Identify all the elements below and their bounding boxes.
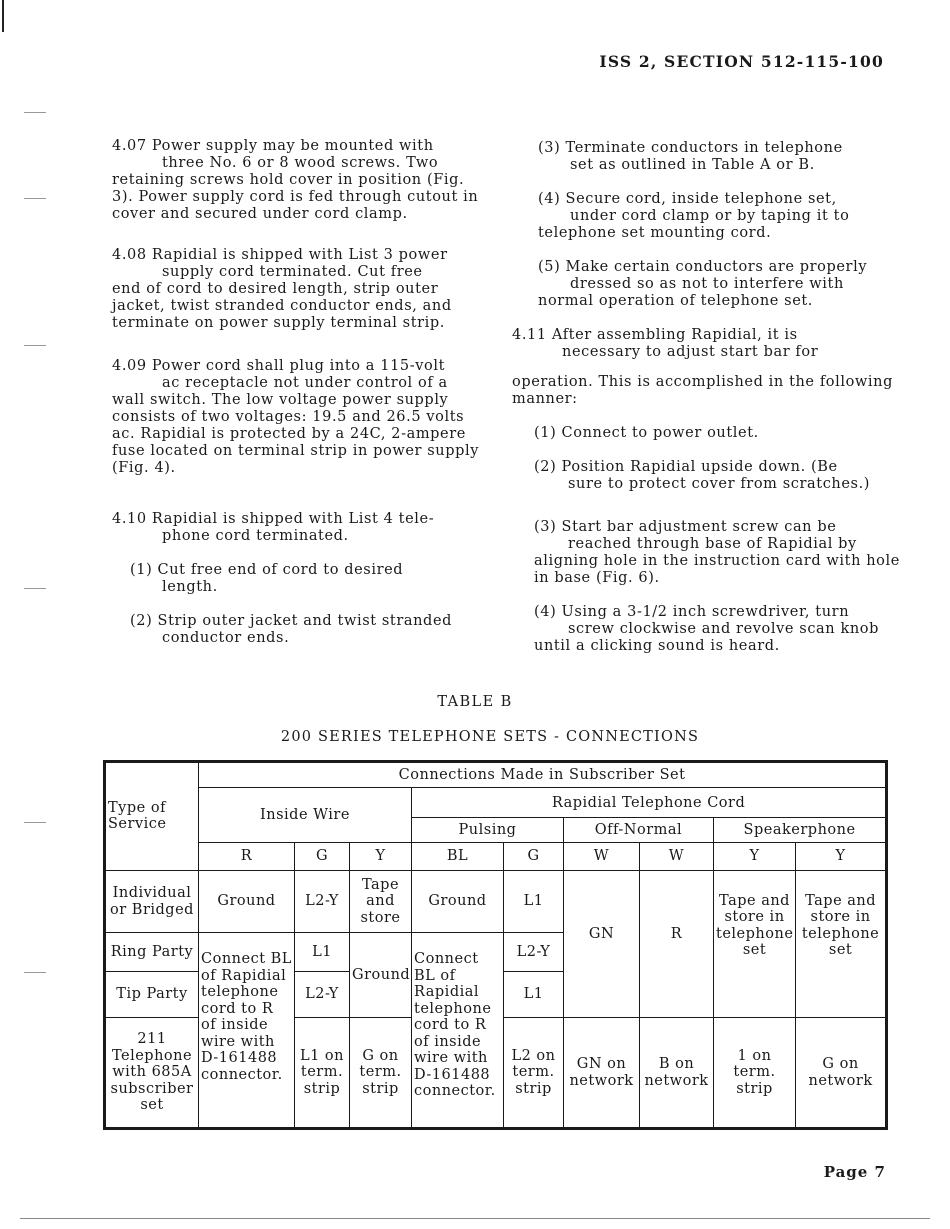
bottom-rule	[20, 1218, 930, 1219]
service-ring-party: Ring Party	[105, 933, 199, 971]
service-tip-party: Tip Party	[105, 971, 199, 1017]
step-lead: (3) Start bar adjustment screw can be	[534, 519, 837, 535]
step-body: telephone set mounting cord.	[538, 225, 772, 241]
step-continuation: conductor ends.	[162, 630, 290, 646]
step-continuation: reached through base of Rapidial by	[568, 536, 857, 552]
cell-g: L2-Y	[295, 870, 350, 933]
step-body: until a clicking sound is heard.	[534, 638, 780, 654]
step-5	[512, 259, 912, 310]
paragraph-lead: 4.08 Rapidial is shipped with List 3 power	[112, 247, 448, 263]
step-lead: (4) Secure cord, inside telephone set,	[538, 191, 837, 207]
col-header-w: W	[564, 842, 640, 870]
cell-w-off-normal: GN	[564, 870, 640, 1017]
cell-bl-connect: Connect BL of Rapidial telephone cord to R of inside wire with D-161488 connector.	[412, 933, 504, 1129]
inside-wire-header: Inside Wire	[199, 788, 412, 842]
step-continuation: length.	[162, 579, 218, 595]
adjust-step-1	[512, 425, 912, 442]
step-3	[512, 140, 912, 174]
cell-y-speaker: G on network	[796, 1018, 887, 1129]
margin-mark	[24, 972, 46, 975]
col-header-w: W	[640, 842, 714, 870]
paragraph-hang: phone cord terminated.	[162, 528, 349, 544]
cell-y: G on term. strip	[350, 1018, 412, 1129]
paragraph-body: operation. This is accomplished in the following manner:	[512, 374, 893, 407]
col-header-bl: BL	[412, 842, 504, 870]
step-continuation: set as outlined in Table A or B.	[570, 157, 815, 173]
step-lead: (2) Position Rapidial upside down. (Be	[534, 459, 838, 475]
rapidial-cord-header: Rapidial Telephone Cord	[412, 788, 887, 818]
adjust-step-4	[512, 604, 912, 655]
cell-bl: Ground	[412, 870, 504, 933]
paragraph-lead: 4.09 Power cord shall plug into a 115-volt	[112, 358, 446, 374]
paragraph-4-09	[112, 358, 487, 477]
step-1	[112, 562, 487, 596]
cell-y-speaker: Tape and store in telephone set	[714, 870, 796, 1017]
table-subtitle: 200 SERIES TELEPHONE SETS - CONNECTIONS	[280, 729, 700, 745]
service-211-telephone: 211 Telephone with 685A subscriber set	[105, 1018, 199, 1129]
paragraph-4-10	[112, 511, 487, 545]
page-number: Page 7	[823, 1163, 886, 1181]
cell-w-off-normal: B on network	[640, 1018, 714, 1129]
right-column	[512, 140, 912, 672]
col-header-g: G	[504, 842, 564, 870]
connections-made-header: Connections Made in Subscriber Set	[199, 762, 887, 788]
cell-y-speaker: Tape and store in telephone set	[796, 870, 887, 1017]
service-individual: Individual or Bridged	[105, 870, 199, 933]
cell-y: Tape and store	[350, 870, 412, 933]
type-of-service-header: Type of Service	[105, 762, 199, 871]
margin-mark	[24, 345, 46, 348]
step-lead: (2) Strip outer jacket and twist stranded	[130, 613, 453, 629]
paragraph-body: wall switch. The low voltage power supply consists of two voltages: 19.5 and 26.5 volts ac. Rapidial is protected by a 24C, 2-ampere fuse located on terminal strip in power supply (Fig. 4).	[112, 392, 480, 476]
speakerphone-header: Speakerphone	[714, 818, 887, 842]
adjust-step-2	[512, 459, 912, 493]
margin-mark	[24, 198, 46, 201]
paragraph-4-11	[512, 327, 912, 408]
step-body: aligning hole in the instruction card with hole in base (Fig. 6).	[534, 553, 900, 586]
table-title: TABLE B	[437, 694, 513, 710]
cell-y-ground: Ground	[350, 933, 412, 1018]
connections-table	[103, 760, 888, 1130]
step-body: normal operation of telephone set.	[538, 293, 814, 309]
paragraph-4-08	[112, 247, 487, 332]
cell-g: L1	[295, 933, 350, 971]
paragraph-lead: 4.07 Power supply may be mounted with	[112, 138, 434, 154]
paragraph-hang: ac receptacle not under control of a	[162, 375, 448, 391]
paragraph-lead: 4.10 Rapidial is shipped with List 4 tele-	[112, 511, 435, 527]
cell-y-speaker: 1 on term. strip	[714, 1018, 796, 1129]
paragraph-body: retaining screws hold cover in position (Fig. 3). Power supply cord is fed through cutout in cover and secured under cord clamp.	[112, 172, 479, 222]
paragraph-hang: necessary to adjust start bar for	[562, 344, 819, 360]
off-normal-header: Off-Normal	[564, 818, 714, 842]
cell-r: Ground	[199, 870, 295, 933]
left-column	[112, 138, 487, 664]
cell-g: L1 on term. strip	[295, 1018, 350, 1129]
col-header-y: Y	[350, 842, 412, 870]
step-lead: (1) Connect to power outlet.	[534, 425, 759, 441]
paragraph-lead: 4.11 After assembling Rapidial, it is	[512, 327, 798, 343]
cell-w-off-normal: GN on network	[564, 1018, 640, 1129]
section-header: ISS 2, SECTION 512-115-100	[599, 52, 884, 71]
step-4	[512, 191, 912, 242]
cell-r-connect: Connect BL of Rapidial telephone cord to R of inside wire with D-161488 connector.	[199, 933, 295, 1129]
step-lead: (4) Using a 3-1/2 inch screwdriver, turn	[534, 604, 850, 620]
step-2	[112, 613, 487, 647]
step-continuation: sure to protect cover from scratches.)	[568, 476, 871, 492]
cell-g: L2-Y	[295, 971, 350, 1017]
margin-mark	[24, 112, 46, 115]
margin-mark	[24, 588, 46, 591]
cell-g2: L1	[504, 971, 564, 1017]
paragraph-4-07	[112, 138, 487, 223]
col-header-y: Y	[796, 842, 887, 870]
step-lead: (1) Cut free end of cord to desired	[130, 562, 404, 578]
col-header-r: R	[199, 842, 295, 870]
step-continuation: screw clockwise and revolve scan knob	[568, 621, 879, 637]
paragraph-body: end of cord to desired length, strip outer jacket, twist stranded conductor ends, and terminate on power supply terminal strip.	[112, 281, 452, 331]
step-lead: (5) Make certain conductors are properly	[538, 259, 868, 275]
cell-w-off-normal: R	[640, 870, 714, 1017]
col-header-y: Y	[714, 842, 796, 870]
paragraph-hang: supply cord terminated. Cut free	[162, 264, 423, 280]
margin-mark	[24, 822, 46, 825]
cell-g2: L2 on term. strip	[504, 1018, 564, 1129]
step-continuation: under cord clamp or by taping it to	[570, 208, 850, 224]
cell-g2: L1	[504, 870, 564, 933]
scan-edge-mark	[2, 0, 4, 32]
paragraph-hang: three No. 6 or 8 wood screws. Two	[162, 155, 439, 171]
step-continuation: dressed so as not to interfere with	[570, 276, 844, 292]
col-header-g: G	[295, 842, 350, 870]
cell-g2: L2-Y	[504, 933, 564, 971]
pulsing-header: Pulsing	[412, 818, 564, 842]
adjust-step-3	[512, 519, 912, 587]
step-lead: (3) Terminate conductors in telephone	[538, 140, 843, 156]
